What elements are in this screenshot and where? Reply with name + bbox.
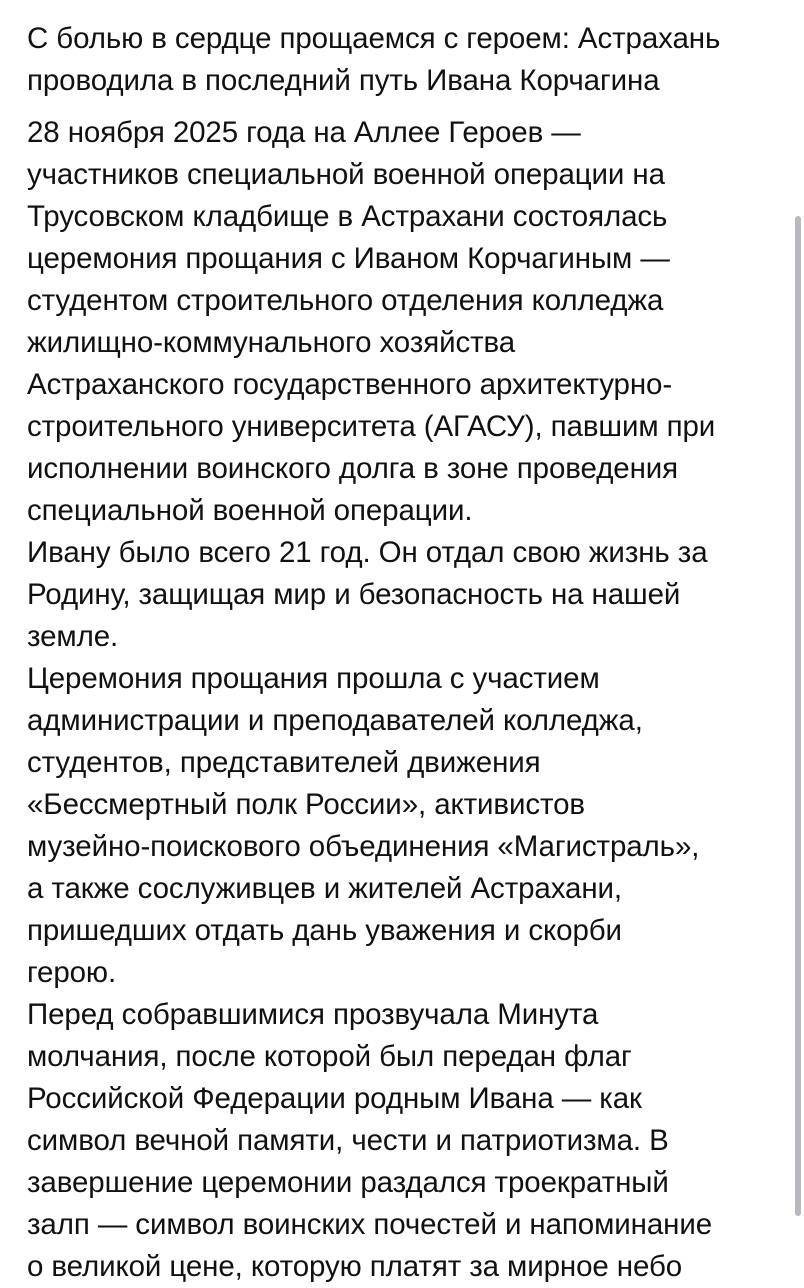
text-line: музейно-поискового объединения «Магистраль», [27,830,700,863]
text-line: Перед собравшимися прозвучала Минута [27,998,599,1031]
text-line: Астраханского государственного архитектурно- [27,368,673,401]
text-line: завершение церемонии раздался троекратный [27,1166,669,1199]
paragraph-participants [27,658,797,994]
text-line: «Бессмертный полк России», активистов [27,788,585,821]
text-line: а также сослуживцев и жителей Астрахани, [27,872,623,905]
text-line: Родину, защищая мир и безопасность на нашей [27,578,681,611]
text-line: Ивану было всего 21 год. Он отдал свою жизнь за [27,536,708,569]
text-line: Трусовском кладбище в Астрахани состоялась [27,200,668,233]
text-line: студентом строительного отделения колледжа [27,284,664,317]
text-line: специальной военной операции. [27,494,473,527]
text-line: администрации и преподавателей колледжа, [27,704,643,737]
text-line: Российской Федерации родным Ивана — как [27,1082,642,1115]
text-line: символ вечной памяти, чести и патриотизма. В [27,1124,669,1157]
article-title [27,18,797,102]
paragraph-age [27,532,797,658]
text-line: герою. [27,956,117,989]
text-line: Церемония прощания прошла с участием [27,662,600,695]
title-line: проводила в последний путь Ивана Корчагина [27,64,660,97]
text-line: церемония прощания с Иваном Корчагиным — [27,242,670,275]
text-line: молчания, после которой был передан флаг [27,1040,632,1073]
text-line: 28 ноября 2025 года на Аллее Героев — [27,116,581,149]
text-line: студентов, представителей движения [27,746,541,779]
text-line: земле. [27,620,119,653]
article [27,18,797,1288]
text-line: жилищно-коммунального хозяйства [27,326,516,359]
title-line: С болью в сердце прощаемся с героем: Астрахань [27,22,721,55]
paragraph-minute-of-silence [27,994,797,1288]
text-line: исполнении воинского долга в зоне проведения [27,452,679,485]
text-line: пришедших отдать дань уважения и скорби [27,914,622,947]
text-line: участников специальной военной операции на [27,158,665,191]
text-line: о великой цене, которую платят за мирное небо [27,1250,683,1283]
text-line: залп — символ воинских почестей и напоминание [27,1208,713,1241]
paragraph-ceremony-intro [27,112,797,532]
text-line: строительного университета (АГАСУ), павшим при [27,410,716,443]
vertical-scrollbar[interactable] [795,216,801,1216]
